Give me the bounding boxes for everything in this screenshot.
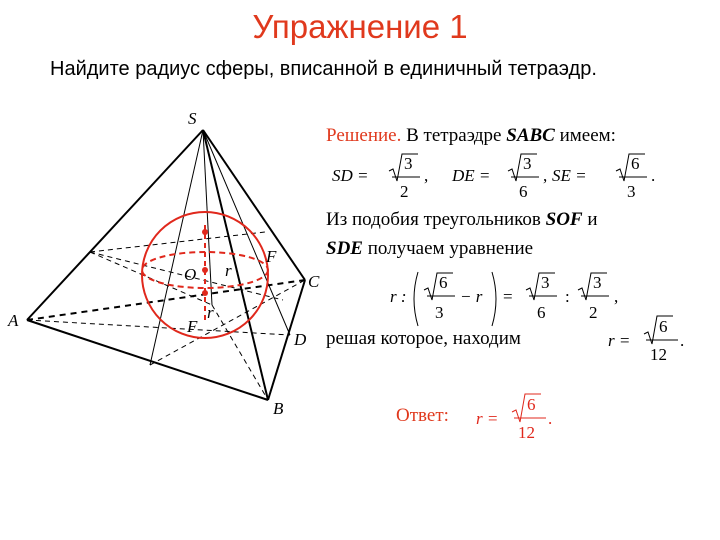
solution-intro-name: SABC (506, 125, 555, 146)
svg-text:.: . (548, 409, 553, 428)
svg-text:3: 3 (627, 182, 636, 201)
tetrahedron-figure (0, 100, 330, 430)
solution-result (600, 300, 720, 364)
svg-text:3: 3 (523, 154, 532, 173)
label-O: O (184, 265, 197, 284)
solution-line-1 (326, 125, 616, 147)
solution-line-3 (326, 238, 533, 260)
solution-label: Решение. (326, 125, 402, 146)
svg-text:SD =: SD = (332, 166, 369, 185)
svg-text:6: 6 (537, 303, 546, 322)
solution-intro-end: имеем: (559, 125, 616, 146)
answer-label: Ответ: (396, 405, 449, 426)
label-F-top: F (266, 247, 277, 266)
svg-text::: : (565, 287, 570, 306)
svg-text:=: = (503, 287, 513, 306)
svg-text:6: 6 (519, 182, 528, 201)
solution-line2-text: Из подобия треугольников (326, 209, 541, 230)
edge-SA (27, 130, 203, 320)
svg-text:6: 6 (631, 154, 640, 173)
task-statement: Найдите радиус сферы, вписанной в единичный тетраэдр. (50, 58, 597, 80)
triangle-sof: SOF (545, 209, 583, 230)
solution-line-2 (326, 209, 598, 231)
edge-SC (203, 130, 305, 280)
label-F-bottom: F (187, 317, 198, 336)
svg-text:r :: r : (390, 287, 407, 306)
solution-line4: решая которое, находим (326, 328, 521, 349)
svg-text:SE =: SE = (552, 166, 587, 185)
svg-text:3: 3 (593, 273, 602, 292)
svg-text:12: 12 (518, 423, 535, 442)
label-B: B (273, 399, 284, 418)
svg-text:− r: − r (460, 287, 483, 306)
solution-line3-text: получаем уравнение (367, 238, 534, 259)
svg-text:3: 3 (404, 154, 413, 173)
svg-text:,: , (543, 166, 548, 185)
svg-text:12: 12 (650, 345, 667, 364)
svg-text:3: 3 (435, 303, 444, 322)
svg-text:3: 3 (541, 273, 550, 292)
svg-text:.: . (680, 331, 685, 350)
svg-text:2: 2 (400, 182, 409, 201)
svg-text:,: , (614, 287, 619, 306)
svg-text:.: . (651, 166, 656, 185)
svg-text:r =: r = (476, 409, 499, 428)
edge-SB (203, 130, 268, 400)
label-r-bottom: r (207, 303, 214, 322)
svg-text:r =: r = (608, 331, 631, 350)
svg-text:2: 2 (589, 303, 598, 322)
label-S: S (188, 109, 197, 128)
svg-text:6: 6 (527, 395, 536, 414)
answer-formula (470, 382, 580, 446)
solution-equalities (326, 145, 666, 205)
slide-title: Упражнение 1 (252, 8, 468, 45)
label-C: C (308, 272, 320, 291)
svg-text:6: 6 (439, 273, 448, 292)
label-A: A (8, 311, 19, 330)
label-D: D (294, 330, 307, 349)
label-r-top: r (225, 261, 232, 280)
svg-text:DE =: DE = (452, 166, 491, 185)
triangle-sde: SDE (326, 238, 363, 259)
solution-intro-text: В тетраэдре (406, 125, 502, 146)
svg-text:,: , (424, 166, 429, 185)
svg-text:6: 6 (659, 317, 668, 336)
solution-line2-and: и (587, 209, 598, 230)
